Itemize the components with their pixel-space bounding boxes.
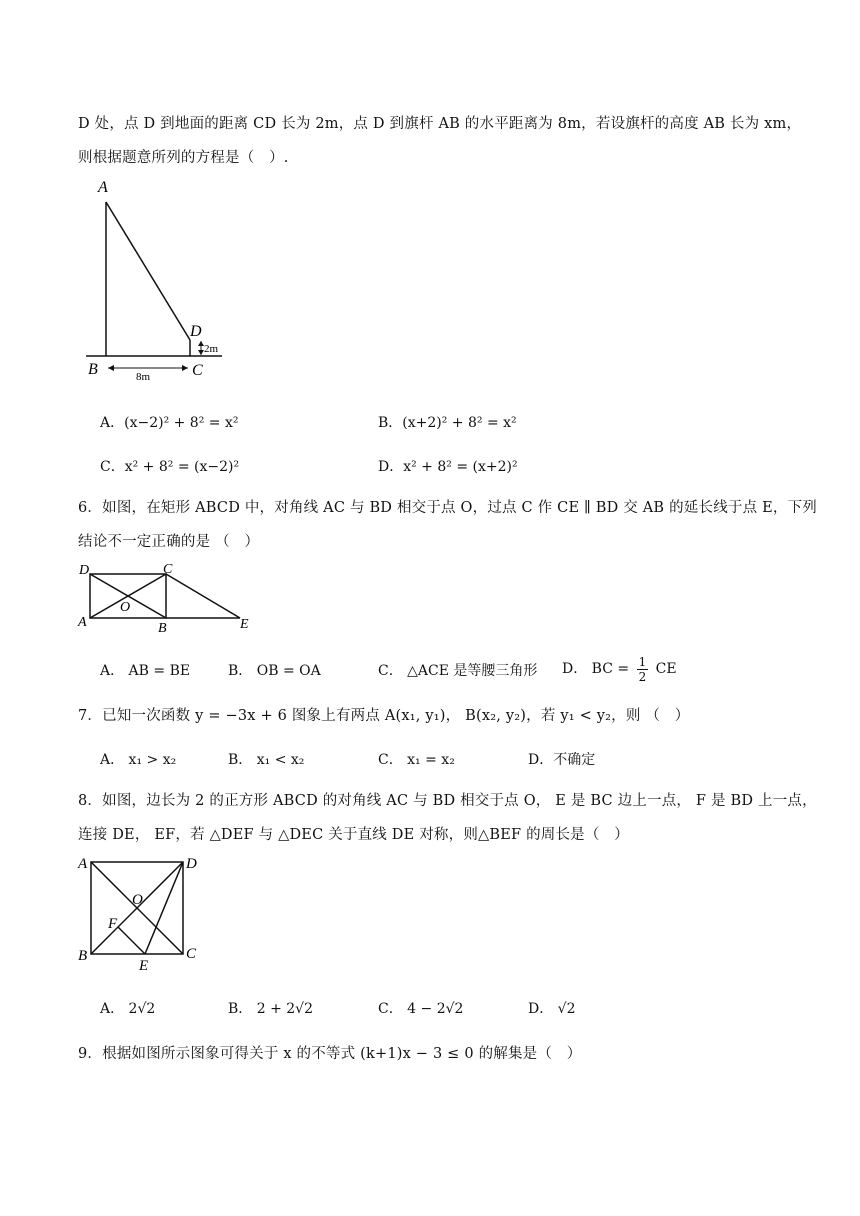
q7-option-b[interactable]: B． x₁ < x₂ [228, 752, 305, 768]
label-d: D [79, 563, 90, 578]
fraction-one-half [637, 655, 649, 684]
q8-option-a[interactable]: A． 2√2 [100, 1001, 156, 1017]
q9-text-line1: 9．根据如图所示图象可得关于 x 的不等式 (k+1)x − 3 ≤ 0 的解集是（ ） [78, 1046, 582, 1062]
q5-flagpole-figure [80, 178, 240, 383]
q6-option-a[interactable]: A． AB = BE [100, 663, 191, 679]
label-b: B [88, 361, 98, 378]
label-e: E [240, 617, 249, 632]
q8-option-d[interactable]: D． √2 [528, 1001, 576, 1017]
q6-option-d-suffix: CE [655, 661, 677, 677]
q6-option-b[interactable]: B． OB = OA [228, 663, 321, 679]
label-f: F [108, 916, 118, 932]
segment-ef [118, 927, 145, 954]
label-c: C [163, 562, 173, 577]
label-c: C [192, 362, 203, 379]
q5-text-line1: D 处，点 D 到地面的距离 CD 长为 2m，点 D 到旗杆 AB 的水平距离为 8m，若设旗杆的高度 AB 长为 xm， [78, 116, 802, 132]
q5-option-a[interactable]: A．(x−2)² + 8² = x² [100, 415, 239, 431]
q5-option-d[interactable]: D．x² + 8² = (x+2)² [378, 459, 518, 475]
q8-text-line2: 连接 DE， EF，若 △DEF 与 △DEC 关于直线 DE 对称，则△BEF 的周长是（ ） [78, 827, 629, 843]
q7-text-line1: 7．已知一次函数 y = −3x + 6 图象上有两点 A(x₁, y₁)， B(x₂, y₂)，若 y₁ < y₂，则 （ ） [78, 708, 690, 724]
q7-option-a[interactable]: A． x₁ > x₂ [100, 752, 177, 768]
label-a: A [98, 179, 108, 196]
q6-option-d-prefix: D． BC = [562, 661, 630, 677]
q5-option-c[interactable]: C．x² + 8² = (x−2)² [100, 459, 240, 475]
q8-option-b[interactable]: B． 2 + 2√2 [228, 1001, 314, 1017]
fraction-denominator: 2 [638, 669, 647, 684]
q6-rectangle-figure [76, 560, 256, 636]
fraction-numerator: 1 [638, 654, 647, 669]
label-o: O [132, 892, 143, 908]
dim-label-8m: 8m [136, 371, 151, 383]
label-b: B [78, 948, 88, 964]
q7-option-c[interactable]: C． x₁ = x₂ [378, 752, 455, 768]
q8-square-figure [76, 852, 206, 974]
label-b: B [158, 621, 167, 636]
q8-text-line1: 8．如图，边长为 2 的正方形 ABCD 的对角线 AC 与 BD 相交于点 O， E 是 BC 边上一点， F 是 BD 上一点， [78, 793, 817, 809]
label-e: E [139, 958, 149, 974]
label-d: D [186, 856, 197, 872]
label-a: A [78, 856, 88, 872]
segment-ce [166, 574, 240, 618]
label-o: O [120, 600, 131, 615]
label-d: D [190, 323, 202, 340]
dim-label-2m: 2m [204, 343, 219, 355]
q8-option-c[interactable]: C． 4 − 2√2 [378, 1001, 464, 1017]
rope-ad [106, 202, 190, 340]
q5-option-b[interactable]: B．(x+2)² + 8² = x² [378, 415, 517, 431]
q6-option-c[interactable]: C． △ACE 是等腰三角形 [378, 663, 538, 679]
q6-text-line1: 6．如图，在矩形 ABCD 中，对角线 AC 与 BD 相交于点 O，过点 C 作 CE ∥ BD 交 AB 的延长线于点 E，下列 [78, 500, 817, 516]
q6-option-d[interactable] [562, 652, 677, 686]
label-c: C [186, 946, 197, 962]
q6-text-line2: 结论不一定正确的是 （ ） [78, 534, 260, 550]
label-a: A [78, 615, 87, 630]
q7-option-d[interactable]: D．不确定 [528, 752, 596, 768]
q5-text-line2: 则根据题意所列的方程是（ ）. [78, 150, 289, 166]
segment-de [145, 862, 183, 954]
